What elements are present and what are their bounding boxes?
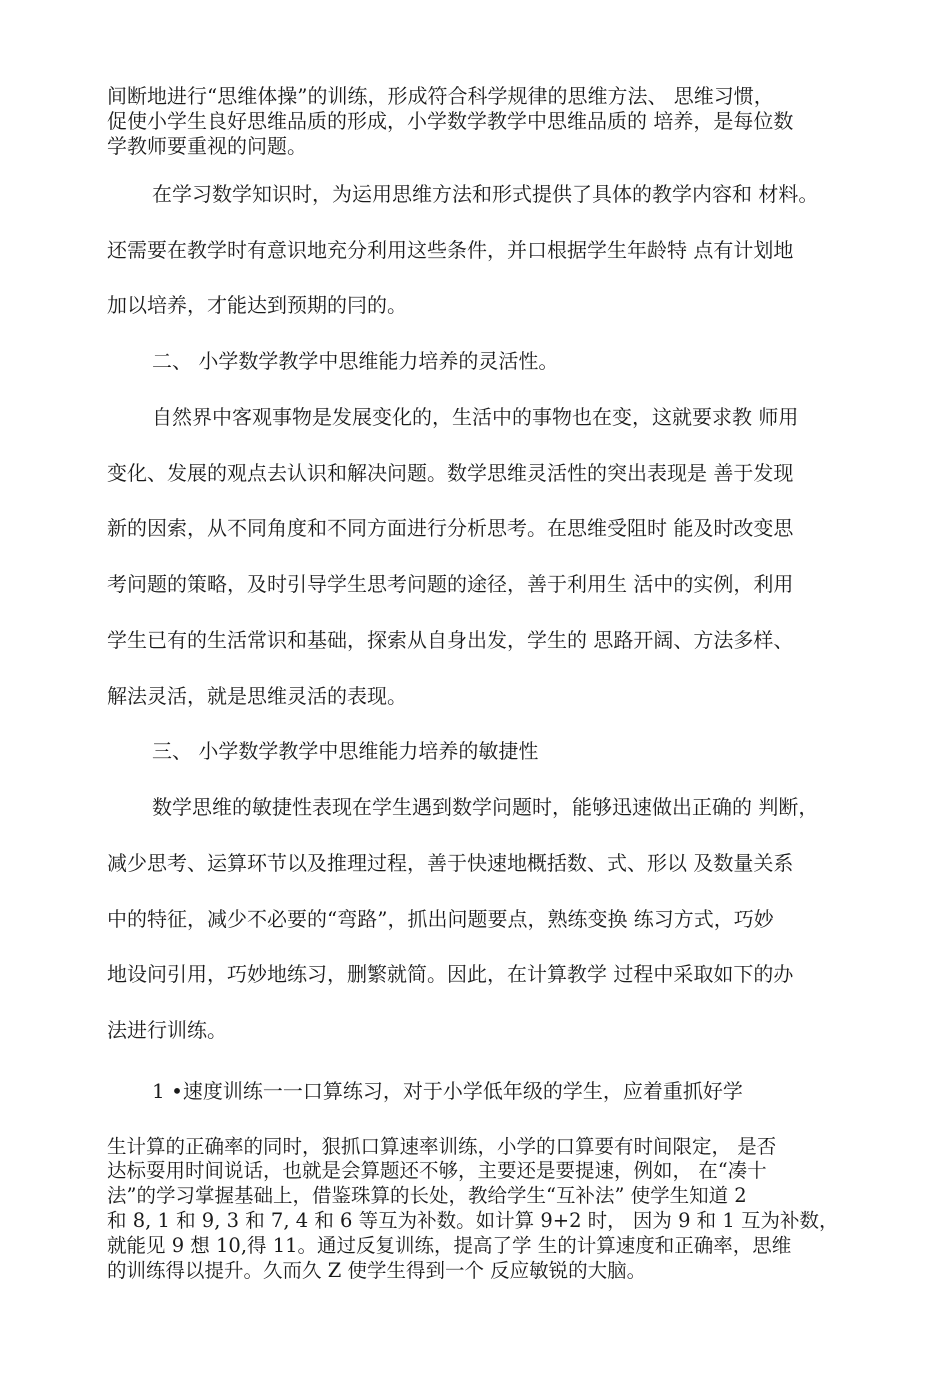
text-line: 1 •速度训练一一口算练习，对于小学低年级的学生，应着重抓好学 bbox=[152, 1079, 743, 1103]
text-line: 变化、发展的观点去认识和解决问题。数学思维灵活性的突出表现是 善于发现 bbox=[107, 461, 794, 485]
text-line: 减少思考、运算环节以及推理过程，善于快速地概括数、式、形以 及数量关系 bbox=[107, 851, 794, 875]
section-heading: 二、 小学数学教学中思维能力培养的灵活性。 bbox=[152, 349, 559, 373]
text-line: 在学习数学知识时，为运用思维方法和形式提供了具体的教学内容和 材料。 bbox=[152, 182, 819, 206]
text-line: 考问题的策略，及时引导学生思考问题的途径，善于利用生 活中的实例，利用 bbox=[107, 572, 794, 596]
text-line: 间断地进行“思维体操”的训练，形成符合科学规律的思维方法、 思维习惯， bbox=[107, 84, 774, 108]
text-line: 法进行训练。 bbox=[107, 1018, 227, 1042]
text-line: 的训练得以提升。久而久 Z 使学生得到一个 反应敏锐的大脑。 bbox=[107, 1259, 647, 1282]
text-line: 和 8, 1 和 9, 3 和 7, 4 和 6 等互为补数。如计算 9+2 时， 因为 9 和 1 互为补数， bbox=[107, 1209, 839, 1232]
text-line: 就能见 9 想 10,得 11。通过反复训练，提高了学 生的计算速度和正确率，思维 bbox=[107, 1234, 792, 1257]
text-line: 法”的学习掌握基础上，借鉴珠算的长处，教给学生“互补法” 使学生知道 2 bbox=[107, 1184, 747, 1207]
text-line: 促使小学生良好思维品质的形成，小学数学教学中思维品质的 培养，是每位数 bbox=[107, 109, 794, 133]
text-line: 新的因索，从不同角度和不同方面进行分析思考。在思维受阻时 能及时改变思 bbox=[107, 516, 794, 540]
text-line: 达标耍用时间说话，也就是会算题还不够，主要还是要提速，例如， 在“凑十 bbox=[107, 1159, 767, 1182]
text-line: 生计算的正确率的同时，狠抓口算速率训练，小学的口算要有时间限定， 是否 bbox=[107, 1135, 777, 1158]
text-line: 学教师要重视的问题。 bbox=[107, 134, 307, 158]
text-line: 解法灵活，就是思维灵活的表现。 bbox=[107, 684, 407, 708]
text-line: 学生已有的生活常识和基础，探索从自身出发，学生的 思路开阔、方法多样、 bbox=[107, 628, 794, 652]
text-line: 还需要在教学时有意识地充分利用这些条件，并口根据学生年龄特 点有计划地 bbox=[107, 238, 794, 262]
text-line: 数学思维的敏捷性表现在学生遇到数学问题时，能够迅速做出正确的 判断， bbox=[152, 795, 819, 819]
text-line: 地设问引用，巧妙地练习，删繁就简。因此，在计算教学 过程中采取如下的办 bbox=[107, 962, 794, 986]
section-heading: 三、 小学数学教学中思维能力培养的敏捷性 bbox=[152, 739, 539, 763]
text-line: 中的特征，减少不必要的“弯路”，抓出问题要点，熟练变换 练习方式，巧妙 bbox=[107, 907, 774, 931]
text-line: 自然界中客观事物是发展变化的，生活中的事物也在变，这就要求教 师用 bbox=[152, 405, 799, 429]
text-line: 加以培养，才能达到预期的冃的。 bbox=[107, 293, 407, 317]
